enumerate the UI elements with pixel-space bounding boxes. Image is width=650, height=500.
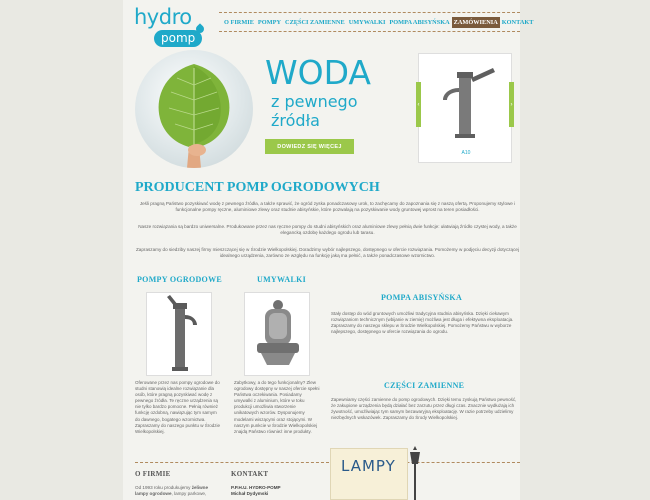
slider-caption: A10: [461, 150, 471, 156]
lampy-banner[interactable]: [330, 448, 408, 500]
pompa-abisynska-text: Stały dostęp do wód gruntowych umożliwi tradycyjna studnia abisyńska. Dzięki ciekawym rozwiązaniom technicznym (wbijanie w ziemię) możliwa jest długa i efektywna eksploatacja. Zapraszamy do naszego sklepu w Środzie Wielkopolskiej. Pomożemy Państwu w wyborze najlepszego, dostępnego w ofercie rozwiązania do ogrodu.: [331, 311, 514, 335]
garden-lamp-icon: [407, 446, 423, 500]
pompy-ogrodowe-image[interactable]: [146, 292, 212, 376]
footer-kontakt-heading: KONTAKT: [231, 470, 269, 478]
footer-o-firmie-text-start: Od 1993 roku produkujemy: [135, 485, 192, 490]
footer-o-firmie-heading: O FIRMIE: [135, 470, 171, 478]
nav-item-czesci-zamienne[interactable]: CZĘŚCI ZAMIENNE: [285, 18, 345, 26]
nav-item-pompa-abisynska[interactable]: POMPA ABISYŃSKA: [389, 18, 450, 26]
pompy-ogrodowe-heading[interactable]: POMPY OGRODOWE: [137, 275, 223, 284]
pompa-abisynska-heading[interactable]: POMPA ABISYŃSKA: [381, 293, 463, 302]
learn-more-button[interactable]: DOWIEDZ SIĘ WIĘCEJ: [265, 139, 354, 154]
hero-leaf-image: [135, 50, 253, 168]
wall-sink-image: [245, 293, 311, 377]
footer-company-name: P.P.H.U. HYDRO-POMP: [231, 485, 281, 490]
logo[interactable]: [134, 5, 214, 47]
producer-paragraph-3: Zapraszamy do siedziby naszej firmy mieszczącej się w Środzie Wielkopolskiej. Doradzimy wybór najlepszego, dostępnego w ofercie rozwiązania. Pomożemy w podjęciu decyzji dotyczącej idealnego urządzenia, zarówno ze względu na funkcję jaką ma pełnić, a także ponadczasowe wzornictwo.: [136, 247, 519, 259]
nav-item-zamowienia[interactable]: ZAMÓWIENIA: [453, 18, 498, 26]
garden-pump-image: [147, 293, 213, 377]
logo-pomp-text: pomp: [154, 30, 202, 47]
hero-subtitle: [271, 92, 358, 130]
footer-divider: [135, 462, 520, 463]
producer-title: PRODUCENT POMP OGRODOWYCH: [135, 180, 380, 195]
slider-next-arrow[interactable]: ›: [509, 82, 514, 127]
lampy-banner-text: LAMPY: [341, 457, 396, 475]
umywalki-image[interactable]: [244, 292, 310, 376]
page: [123, 0, 534, 500]
umywalki-text: Zabytkowy, a do tego funkcjonalny? Zlew ogrodowy dostępny w naszej ofercie spełni Państwa oczekiwania. Posiadamy umywalki z aluminium, które w toku produkcji umożliwia stworzenie unikatowych wzorów. Dysponujemy modelami wiszącymi oraz stojącymi. W naszym punkcie w Środzie Wielkopolskiej znajdą Państwo również inne produkty.: [234, 380, 320, 434]
hero-title: WODA: [265, 53, 372, 92]
footer-contact-person: Michał Dydymski: [231, 491, 269, 496]
nav-item-pompy[interactable]: POMPY: [257, 18, 282, 26]
nav-item-o-firmie[interactable]: O FIRMIE: [224, 18, 254, 26]
hand-pump-image: [419, 54, 513, 144]
logo-hydro-text: hydro: [134, 5, 192, 29]
producer-paragraph-2: Nasze rozwiązania są bardzo uniwersalne. Produkowane przez nas ręczne pompy do studni abisyńskich oraz aluminiowe zlewy pełnią dwie funkcje: ułatwiają źródło czystej wody, a także elegancką ozdobę każdego ogrodu lub tarasu.: [138, 224, 517, 236]
producer-paragraph-1: Jeśli pragną Państwo pozyskiwać wodę z pewnego źródła, a także sprawić, że ogród zyska ponadczasowy urok, to zachęcamy do zapoznania się z naszą ofertą. Proponujemy stylowe i funkcjonalne pompy ręczne, aluminiowe zlewy oraz studnie abisyńskie, które pozwalają na pozyskiwanie wody gruntowej wprost na teren posiadłości.: [139, 201, 516, 213]
main-nav: [219, 12, 534, 32]
czesci-zamienne-heading[interactable]: CZĘŚCI ZAMIENNE: [384, 381, 465, 390]
nav-item-umywalki[interactable]: UMYWALKI: [348, 18, 386, 26]
czesci-zamienne-text: Zapewniamy części zamienne do pomp ogrodowych. Dzięki temu zyskują Państwo pewność, że zakupione urządzenia będą działać bez zarzutu przez długi czas. Znacznie wydłużają ich żywotność, umożliwiając tym samym bezawaryjną eksploatację. W razie potrzeby udzielimy niezbędnych wskazówek. Zapraszamy do Środy Wielkopolskiej.: [331, 397, 517, 421]
pompy-ogrodowe-text: Oferowane przez nas pompy ogrodowe do studni stanowią idealne rozwiązanie dla osób, które pragną pozyskiwać wodę z pewnego źródła. Te ręczne urządzenia są nie tylko bardzo pomocne. Pełnią również funkcję ozdobną, nawiązując tym samym do dawnego, bogatego wzornictwa. Zapraszamy do naszego punktu w Środzie Wielkopolskiej.: [135, 380, 221, 434]
hero-subtitle-line2: źródła: [271, 111, 320, 130]
product-slider: [418, 53, 512, 163]
footer-o-firmie-text: [135, 485, 211, 497]
nav-item-kontakt[interactable]: KONTAKT: [501, 18, 534, 26]
footer-o-firmie-text-end: , lampy parkowe,: [171, 491, 207, 496]
footer-o-firmie-text-bold: żeliwne lampy ogrodowe: [135, 485, 209, 496]
slider-prev-arrow[interactable]: ‹: [416, 82, 421, 127]
leaf-in-hand-illustration: [135, 50, 253, 168]
umywalki-heading[interactable]: UMYWALKI: [257, 275, 307, 284]
footer-kontakt-text: [231, 485, 317, 497]
hero-subtitle-line1: z pewnego: [271, 92, 358, 111]
